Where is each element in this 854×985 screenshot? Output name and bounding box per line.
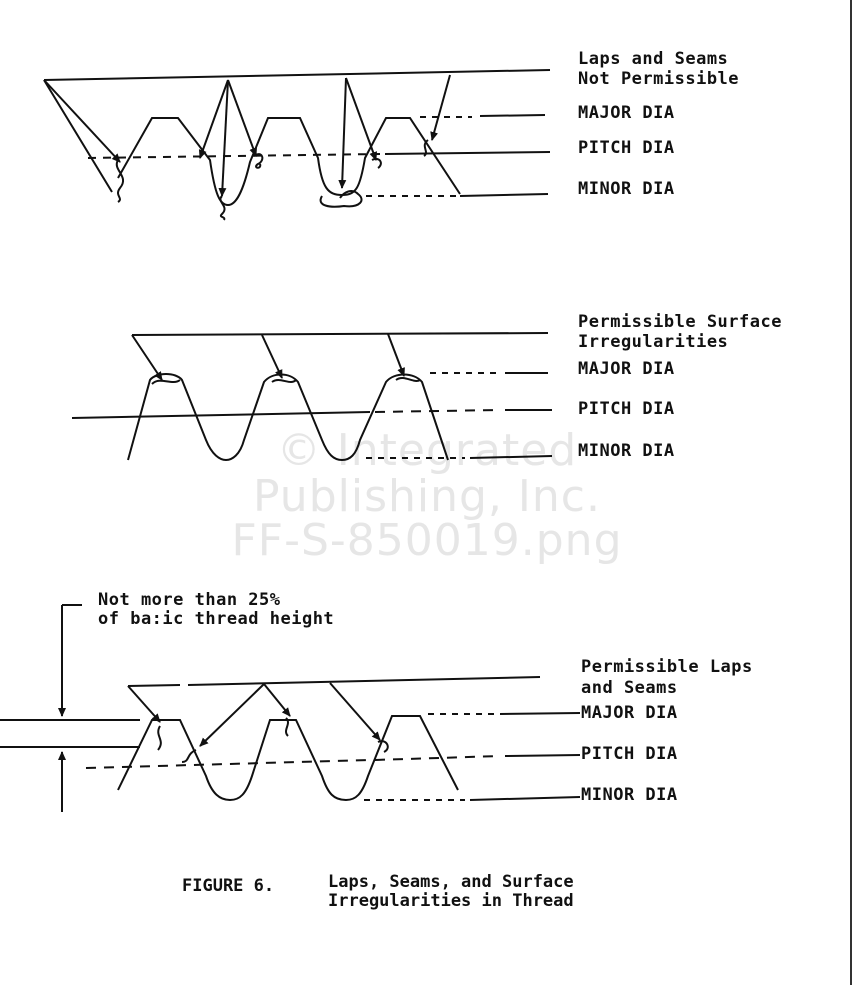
panel3-major-dia-label: MAJOR DIA [581, 703, 678, 723]
panel3-note-line-1: Not more than 25% [98, 590, 281, 610]
panel2-title-line-2: Irregularities [578, 332, 729, 352]
watermark-line-2: Publishing, Inc. [253, 471, 601, 522]
panel-surface-irregularities [72, 333, 552, 460]
reference-line-2 [132, 333, 548, 335]
panel3-title-line-1: Permissible Laps [581, 657, 753, 677]
panel2-major-dia-label: MAJOR DIA [578, 359, 675, 379]
figure-caption-line-2: Irregularities in Thread [328, 891, 574, 911]
panel1-major-dia-label: MAJOR DIA [578, 103, 675, 123]
panel1-minor-dia-label: MINOR DIA [578, 179, 675, 199]
pitch-line-3 [86, 760, 370, 768]
panel3-title-line-2: and Seams [581, 678, 678, 698]
panel-permissible-laps [0, 605, 580, 812]
watermark-line-3: FF-S-850019.png [231, 515, 623, 566]
panel1-title-line-1: Laps and Seams [578, 49, 729, 69]
panel2-title-line-1: Permissible Surface [578, 312, 782, 332]
panel1-pitch-dia-label: PITCH DIA [578, 138, 675, 158]
figure-number: FIGURE 6. [182, 876, 275, 896]
panel3-minor-dia-label: MINOR DIA [581, 785, 678, 805]
thread-profile-2 [128, 374, 448, 460]
panel2-minor-dia-label: MINOR DIA [578, 441, 675, 461]
pitch-line-2 [72, 412, 370, 418]
panel2-pitch-dia-label: PITCH DIA [578, 399, 675, 419]
panel3-pitch-dia-label: PITCH DIA [581, 744, 678, 764]
thread-profile-3 [118, 716, 458, 800]
panel3-note-line-2: of ba:ic thread height [98, 609, 335, 629]
figure-caption-line-1: Laps, Seams, and Surface [328, 872, 574, 892]
panel-laps-not-permissible [44, 70, 550, 220]
reference-line-3 [188, 677, 540, 685]
panel1-title-line-2: Not Permissible [578, 69, 740, 89]
watermark-line-1: © Integrated [276, 425, 578, 476]
reference-line-1 [44, 70, 550, 80]
